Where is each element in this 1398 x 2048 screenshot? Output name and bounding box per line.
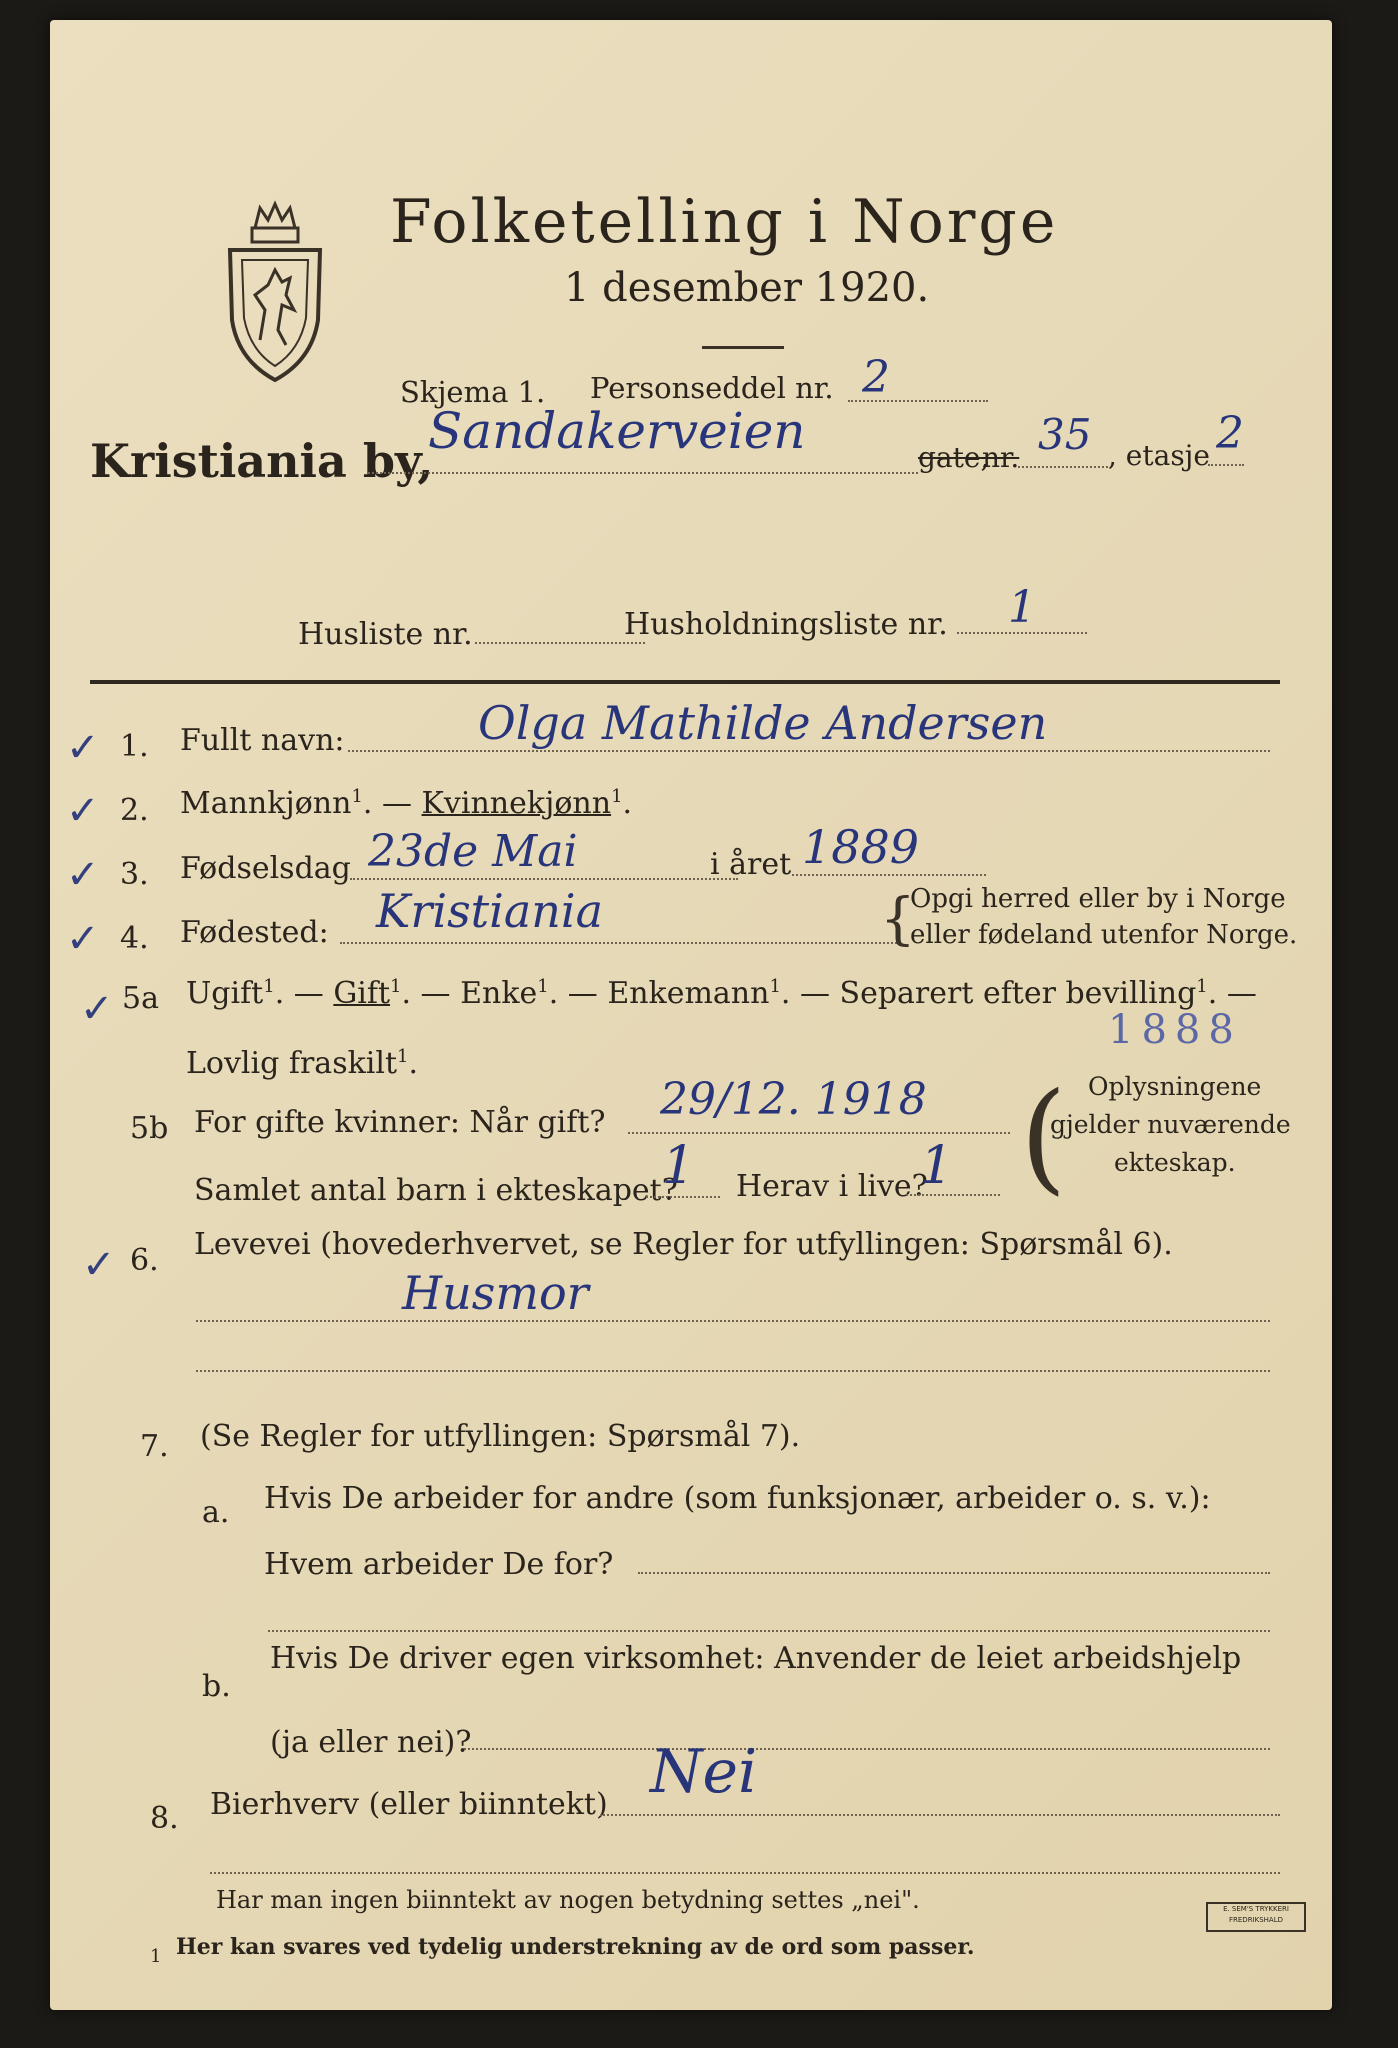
q2-options: Mannkjønn$^1$. — Kvinnekjønn$^1$. [180, 786, 633, 821]
q5b-label: For gifte kvinner: Når gift? [194, 1105, 606, 1140]
checkmark-icon: ✓ [66, 788, 100, 834]
q3-label: Fødselsdag [180, 851, 351, 886]
etasje-label: , etasje [1108, 439, 1210, 472]
form-title: Folketelling i Norge [390, 187, 1059, 257]
birthplace-value[interactable]: Kristiania [376, 884, 604, 938]
checkmark-icon: ✓ [82, 1242, 116, 1288]
q8-label: Bierhverv (eller biinntekt) [210, 1787, 608, 1822]
skjema-label: Skjema 1. [400, 375, 546, 409]
option-ugift[interactable]: Ugift [186, 976, 264, 1011]
street-value[interactable]: Sandakerveien [428, 402, 806, 460]
q7-label: (Se Regler for utfyllingen: Spørsmål 7). [200, 1419, 801, 1454]
q5a-number: 5a [122, 981, 159, 1016]
q8-number: 8. [150, 1801, 179, 1836]
etasje-value[interactable]: 2 [1216, 408, 1244, 459]
year-label: i året [710, 847, 792, 882]
q7a-question: Hvem arbeider De for? [264, 1547, 614, 1582]
q4-brace: { [880, 887, 916, 952]
q7b-text: Hvis De driver egen virksomhet: Anvender de leiet arbeidshjelp [270, 1641, 1242, 1676]
birthday-value[interactable]: 23de Mai [368, 826, 578, 877]
q7-number: 7. [140, 1429, 169, 1464]
husholdningsliste-label: Husholdningsliste nr. [624, 607, 948, 642]
printer-name: E. SEM'S TRYKKERI [1223, 1905, 1289, 1913]
q3-number: 3. [120, 857, 149, 892]
option-lovlig-fraskilt[interactable]: Lovlig fraskilt$^1$. [186, 1046, 419, 1081]
q1-label: Fullt navn: [180, 723, 345, 758]
q4-label: Fødested: [180, 915, 329, 950]
option-mann[interactable]: Mannkjønn [180, 786, 352, 821]
census-form-sheet [50, 20, 1332, 2010]
children-alive-value[interactable]: 1 [920, 1136, 954, 1196]
q4-number: 4. [120, 921, 149, 956]
occupation-value[interactable]: Husmor [402, 1266, 589, 1320]
q2-separator: . — [362, 786, 412, 821]
checkmark-icon: ✓ [66, 852, 100, 898]
house-number-value[interactable]: 35 [1038, 410, 1092, 459]
printer-city: FREDRIKSHALD [1228, 1916, 1283, 1924]
q5b-note-line3: ekteskap. [1114, 1148, 1236, 1177]
option-enke[interactable]: Enke [460, 976, 538, 1011]
option-separert[interactable]: Separert efter bevilling [839, 976, 1197, 1011]
option-gift-underlined[interactable]: Gift [333, 976, 391, 1011]
q5b-note-line1: Oplysningene [1088, 1072, 1262, 1101]
birth-year-value[interactable]: 1889 [802, 820, 920, 874]
q7b-letter: b. [202, 1669, 231, 1704]
q5a-options: Ugift$^1$. — Gift$^1$. — Enke$^1$. — Enkemann$^1$. — Separert efter bevilling$^1$. — [186, 976, 1257, 1011]
checkmark-icon: ✓ [80, 986, 114, 1032]
coat-of-arms-icon [220, 200, 330, 385]
children-count-value[interactable]: 1 [662, 1136, 696, 1196]
live-label: Herav i live? [736, 1169, 928, 1204]
q4-note-line2: eller fødeland utenfor Norge. [910, 920, 1298, 950]
husliste-label: Husliste nr. [298, 617, 473, 652]
q2-end: . [622, 786, 633, 821]
barn-label: Samlet antal barn i ekteskapet? [194, 1173, 678, 1208]
city-label: Kristiania by, [90, 434, 434, 488]
q7b-question: (ja eller nei)? [270, 1725, 472, 1760]
q5b-brace: ( [1020, 1068, 1067, 1207]
option-kvinne-underlined[interactable]: Kvinnekjønn [421, 786, 612, 821]
q7a-letter: a. [202, 1495, 230, 1530]
q2-number: 2. [120, 793, 149, 828]
gate-label: gate, [918, 441, 990, 474]
lovlig-fraskilt-text: Lovlig fraskilt [186, 1046, 398, 1081]
marriage-date-value[interactable]: 29/12. 1918 [660, 1074, 927, 1125]
checkmark-icon: ✓ [66, 916, 100, 962]
husholdningsliste-value[interactable]: 1 [1008, 582, 1036, 633]
personseddel-label: Personseddel nr. [590, 371, 834, 405]
title-divider [702, 346, 784, 349]
full-name-value[interactable]: Olga Mathilde Andersen [478, 696, 1048, 750]
footnote-text: Her kan svares ved tydelig understrekning av de ord som passer. [176, 1934, 975, 1960]
printer-stamp [1206, 1902, 1306, 1932]
census-date: 1 desember 1920. [564, 265, 930, 311]
q6-label: Levevei (hovederhvervet, se Regler for utfyllingen: Spørsmål 6). [194, 1227, 1173, 1262]
header-rule [90, 680, 1280, 684]
q6-number: 6. [130, 1243, 159, 1278]
q4-note-line1: Opgi herred eller by i Norge [910, 884, 1286, 914]
personseddel-value[interactable]: 2 [862, 352, 890, 403]
footnote-number: 1 [150, 1946, 162, 1967]
margin-note: 1888 [1108, 1007, 1242, 1053]
nr-label: nr. [982, 441, 1020, 474]
option-enkemann[interactable]: Enkemann [607, 976, 770, 1011]
q5b-note-line2: gjelder nuværende [1050, 1110, 1291, 1139]
checkmark-icon: ✓ [66, 725, 100, 771]
footer-note: Har man ingen biinntekt av nogen betydning settes „nei". [216, 1886, 920, 1914]
side-income-value[interactable]: Nei [650, 1737, 758, 1807]
q7a-text: Hvis De arbeider for andre (som funksjonær, arbeider o. s. v.): [264, 1481, 1211, 1516]
q5b-number: 5b [130, 1111, 169, 1146]
q1-number: 1. [120, 729, 149, 764]
